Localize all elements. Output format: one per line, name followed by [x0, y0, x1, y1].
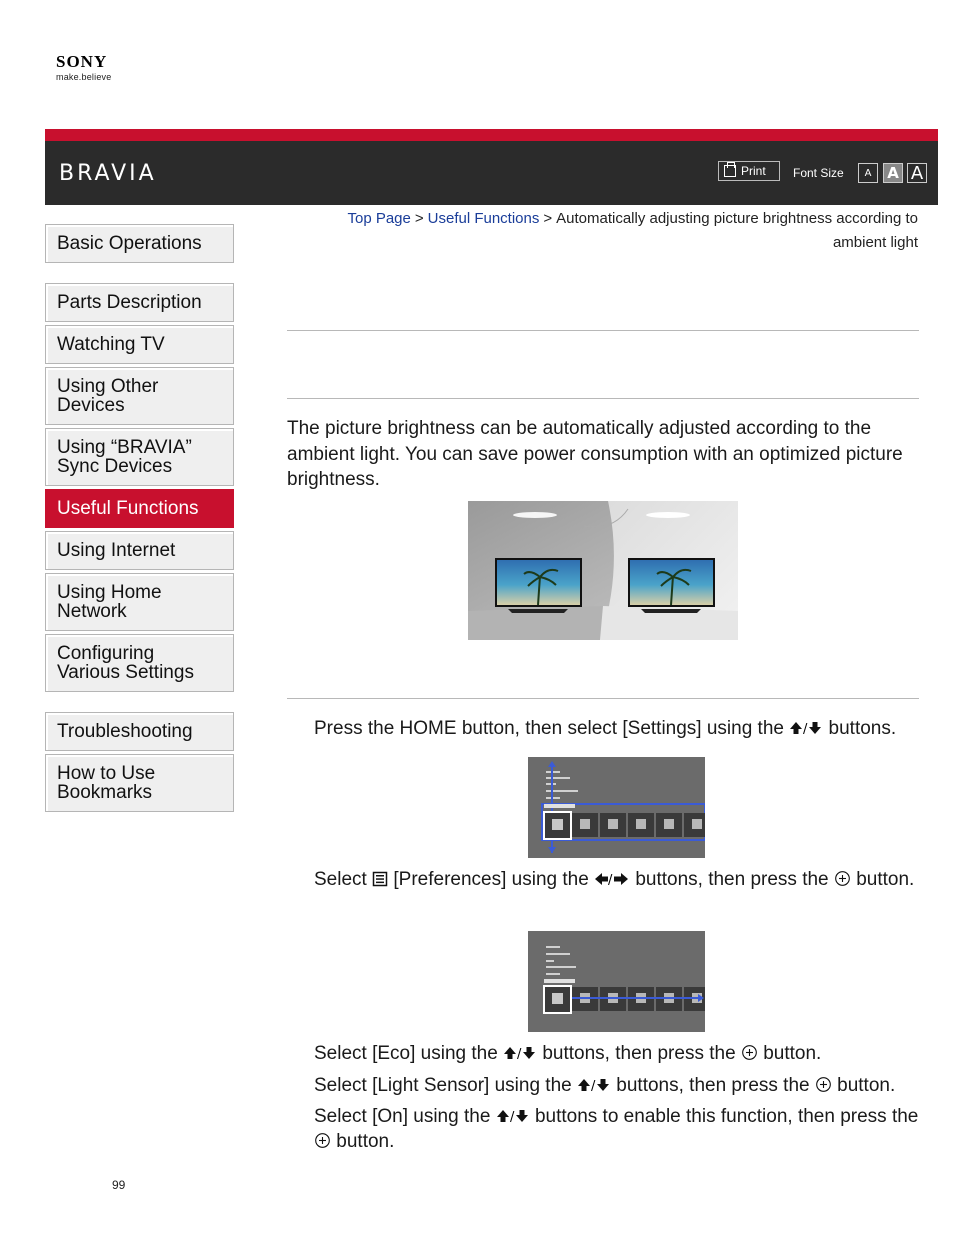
sony-logo — [56, 52, 111, 82]
step-1-text-end: buttons. — [828, 718, 897, 739]
header-accent-bar — [45, 129, 938, 141]
step-4-text: Select [Light Sensor] using the — [314, 1075, 572, 1096]
sony-wordmark: SONY — [56, 52, 108, 71]
print-label: Print — [741, 164, 766, 178]
enter-circle-icon — [741, 1044, 758, 1061]
step-5-text: Select [On] using the — [314, 1106, 491, 1127]
sidebar-item-configuring-settings[interactable]: Configuring Various Settings — [45, 634, 234, 692]
step-1 — [314, 716, 920, 741]
divider — [287, 698, 919, 699]
font-size-label: Font Size — [793, 166, 844, 180]
sidebar-item-using-other-devices[interactable]: Using Other Devices — [45, 367, 234, 425]
step-4-text-mid: buttons, then press the — [616, 1075, 810, 1096]
left-right-arrows-icon — [594, 871, 630, 887]
breadcrumb-separator: > — [543, 210, 553, 227]
up-down-arrows-icon — [577, 1077, 611, 1093]
enter-circle-icon — [834, 870, 851, 887]
enter-circle-icon — [815, 1076, 832, 1093]
print-icon — [724, 165, 736, 177]
step-5 — [314, 1104, 920, 1154]
sidebar-item-parts-description[interactable]: Parts Description — [45, 283, 234, 322]
settings-menu-screenshot-preferences — [528, 931, 705, 1032]
step-5-text-mid: buttons to enable this function, then press the — [534, 1106, 919, 1127]
step-2 — [314, 867, 920, 892]
breadcrumb — [300, 207, 918, 255]
sidebar-item-how-to-use-bookmarks[interactable]: How to Use Bookmarks — [45, 754, 234, 812]
sidebar-item-basic-operations[interactable]: Basic Operations — [45, 224, 234, 263]
divider — [287, 398, 919, 399]
sidebar-item-home-network[interactable]: Using Home Network — [45, 573, 234, 631]
sidebar-item-watching-tv[interactable]: Watching TV — [45, 325, 234, 364]
ambient-light-illustration — [468, 501, 738, 640]
step-4 — [314, 1073, 920, 1098]
step-2-text-mid2: buttons, then press the — [635, 869, 829, 890]
home-menu-screenshot-settings — [528, 757, 705, 858]
bravia-logo: BRAVIA — [59, 161, 157, 186]
print-button[interactable] — [718, 161, 780, 181]
breadcrumb-section-link[interactable]: Useful Functions — [427, 210, 540, 227]
svg-text:/: / — [608, 873, 613, 887]
svg-text:/: / — [509, 1110, 515, 1124]
sidebar-item-bravia-sync[interactable]: Using “BRAVIA” Sync Devices — [45, 428, 234, 486]
step-2-text: Select — [314, 869, 367, 890]
preferences-icon — [372, 871, 388, 887]
sidebar-item-useful-functions[interactable]: Useful Functions — [45, 489, 234, 528]
sidebar-nav — [45, 224, 234, 815]
up-down-arrows-icon — [496, 1108, 530, 1124]
svg-text:/: / — [591, 1079, 596, 1093]
font-size-large-button[interactable]: A — [907, 163, 927, 183]
step-4-text-end: button. — [837, 1075, 896, 1096]
font-size-small-button[interactable]: A — [858, 163, 878, 183]
svg-text:/: / — [803, 722, 808, 736]
breadcrumb-top-page-link[interactable]: Top Page — [347, 210, 411, 227]
intro-text: The picture brightness can be automatically adjusted according to the ambient light. You can save power consumption with an optimized picture brightness. — [287, 418, 903, 490]
step-1-text: Press the HOME button, then select [Settings] using the — [314, 718, 784, 739]
sony-tagline: make.believe — [56, 72, 112, 82]
step-5-text-end: button. — [336, 1131, 395, 1152]
sidebar-item-troubleshooting[interactable]: Troubleshooting — [45, 712, 234, 751]
sidebar-gap — [45, 266, 234, 283]
up-down-arrows-icon — [789, 720, 823, 736]
step-3-text-end: button. — [763, 1043, 822, 1064]
step-3 — [314, 1041, 920, 1066]
svg-text:/: / — [517, 1047, 522, 1061]
header-bar — [45, 141, 938, 205]
sidebar-item-using-internet[interactable]: Using Internet — [45, 531, 234, 570]
page-number: 99 — [112, 1178, 126, 1192]
breadcrumb-separator: > — [414, 210, 424, 227]
font-size-medium-button[interactable]: A — [883, 163, 903, 183]
breadcrumb-current: Automatically adjusting picture brightness according to ambient light — [556, 210, 918, 251]
up-down-arrows-icon — [503, 1045, 537, 1061]
divider — [287, 330, 919, 331]
step-3-text-mid: buttons, then press the — [542, 1043, 736, 1064]
step-3-text: Select [Eco] using the — [314, 1043, 498, 1064]
step-2-text-mid: [Preferences] using the — [393, 869, 589, 890]
step-2-text-end: button. — [856, 869, 915, 890]
sidebar-gap — [45, 695, 234, 712]
enter-circle-icon — [314, 1132, 331, 1149]
